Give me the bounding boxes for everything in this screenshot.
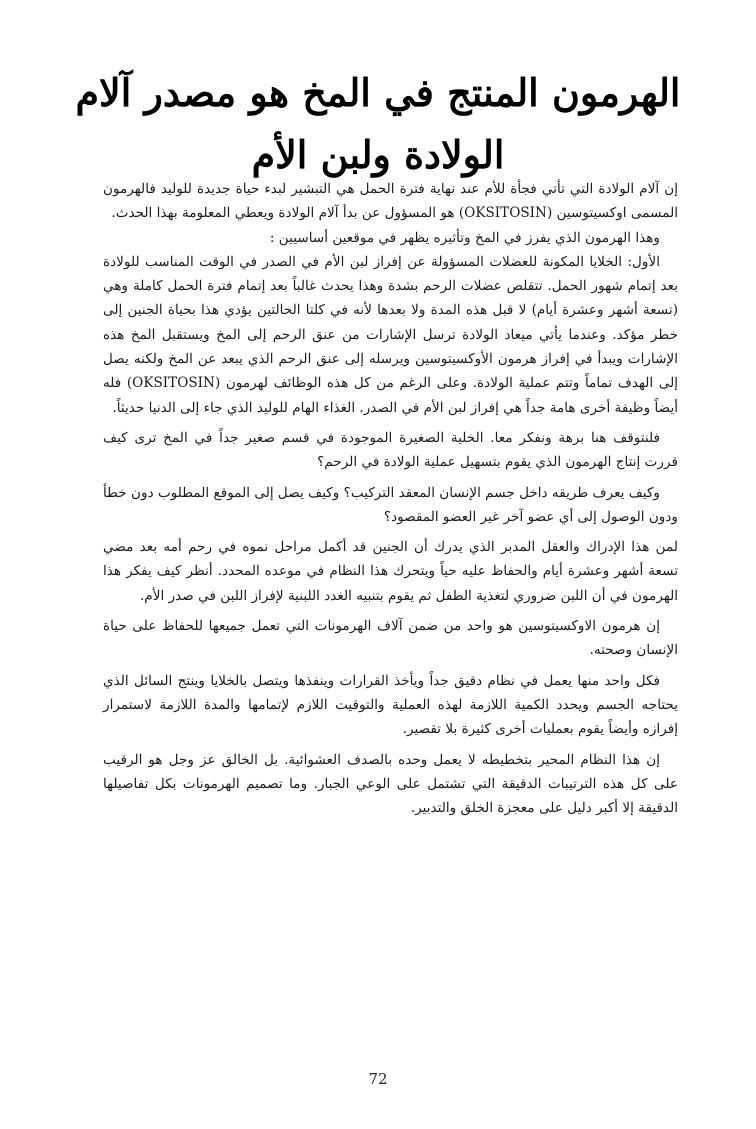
paragraph-question: وكيف يعرف طريقه داخل جسم الإنسان المعقد التركيب؟ وكيف يصل إلى الموقع المطلوب دون خطأ ودون الوصول إلى أي عضو آخر غير العضو المقصود؟ (103, 484, 678, 525)
paragraph-awareness: لمن هذا الإدراك والعقل المدبر الذي يدرك أن الجنين قد أكمل مراحل نموه في رحم أمه بعد مضي تسعة أشهر وعشرة أيام والحفاظ عليه حياً ويتحرك هذا النظام في موعده المحدد. أنظر كيف يفكر هذا الهرمون في أن اللبن ضروري لتغذية الطفل ثم يقوم بتنبيه الغدد اللبنية لإفراز اللبن في صدر الأم. (103, 539, 678, 604)
paragraph-first-location: الأول: الخلايا المكونة للعضلات المسؤولة عن إفراز لبن الأم في الصدر في الوقت المناسب للولادة بعد إتمام شهور الحمل. تتقلص عضلات الرحم بشدة وهذا يحدث غالباً بعد إتمام فترة الحمل كاملة وهي (تسعة أشهر وعشرة أيام) لا قبل هذه المدة ولا بعدها لأنه في كلتا الحالتين يؤدي هذا بحياة الجنين إلى خطر مؤكد. وعندما يأتي ميعاد الولادة ترسل الإشارات من عنق الرحم إلى المخ ويستقبل المخ هذه الإشارات ويبدأ في إفراز هرمون الأوكسيتوسين ويرسله إلى عنق الرحم الذي يبعد عن المخ ولكنه يصل إلى الهدف تماماً وتتم عملية الولادة. وعلى الرغم من كل هذه الوظائف لهرمون (OKSITOSIN) فله أيضاً وظيفة أخرى هامة جداً هي إفراز لبن الأم في الصدر. الغذاء الهام للوليد الذي جاء إلى الدنيا حديثاً. (103, 253, 678, 416)
paragraph-locations: وهذا الهرمون الذي يفرز في المخ وتأثيره يظهر في موقعين أساسيين : (269, 229, 660, 246)
article-body (103, 177, 678, 820)
paragraph-conclusion: إن هذا النظام المحير بتخطيطه لا يعمل وحده بالصدف العشوائية. بل الخالق عز وجل هو الرقيب على كل هذه الترتيبات الدقيقة التي تشتمل على الوعي الجبار. وما تصميم الهرمونات بكل تفاصيلها الدقيقة إلا أكبر دليل على معجزة الخلق والتدبير. (103, 751, 678, 817)
paragraph-intro: إن آلام الولادة التي تأتي فجأة للأم عند نهاية فترة الحمل هي التبشير لبدء حياة جديدة للوليد فالهرمون المسمى اوكسيتوسين (OKSITOSIN) هو المسؤول عن بدأ آلام الولادة ويعطي المعلومة بهذا الحدث. (103, 181, 678, 222)
page-title: الهرمون المنتج في المخ هو مصدر آلام الولادة ولبن الأم (75, 70, 681, 177)
paragraph-precision: فكل واحد منها يعمل في نظام دقيق جداً ويأخذ القرارات وينفذها ويتصل بالخلايا وينتج السائل الذي يحتاجه الجسم ويحدد الكمية اللازمة لهذه العملية والتوقيت اللازم لإتمامها والمدة اللازمة لاستمرار إفرازه وأيضاً يقوم بعمليات أخرى كثيرة بلا تقصير. (103, 672, 678, 738)
paragraph-reflection: فلنتوقف هنا برهة ونفكر معا. الخلية الصغيرة الموجودة في قسم صغير جداً في المخ ترى كيف قررت إنتاج الهرمون الذي يقوم بتسهيل عملية الولادة في الرحم؟ (103, 429, 678, 471)
paragraph-hormones: إن هرمون الاوكسيتوسين هو واحد من ضمن آلاف الهرمونات التي تعمل جميعها للحفاظ على حياة الإنسان وصحته. (103, 618, 678, 659)
page-number: 72 (368, 1070, 388, 1088)
